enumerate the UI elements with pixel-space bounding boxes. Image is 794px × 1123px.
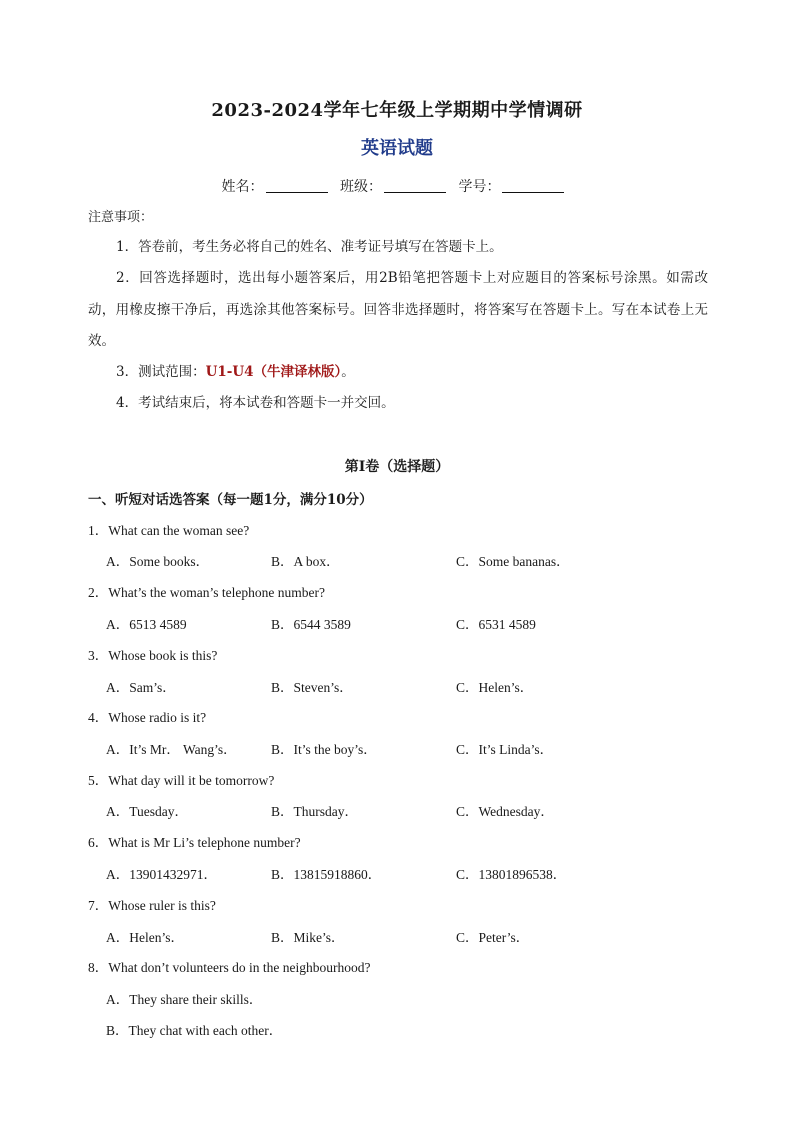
question-4-option-c: C．It’s Linda’s． (456, 742, 554, 757)
note-item-2-text: 2．回答选择题时，选出每小题答案后，用2B铅笔把答题卡上对应题目的答案标号涂黑。如需改动，用橡皮擦干净后，再选涂其他答案标号。回答非选择题时，将答案写在答题卡上。写在本试卷上无效。 (88, 270, 708, 349)
question-2: 2．What’s the woman’s telephone number? (88, 585, 325, 600)
name-label: 姓名： (221, 179, 264, 195)
question-2-option-b: B．6544 3589 (271, 617, 351, 632)
question-3: 3．Whose book is this? (88, 648, 218, 663)
note-item-1 (88, 232, 708, 264)
question-8-option-b: B．They chat with each other． (106, 1023, 283, 1038)
number-blank (502, 178, 564, 193)
student-info-line (0, 176, 794, 196)
section-title: 第Ⅰ卷（选择题） (344, 459, 450, 475)
class-label: 班级： (340, 179, 382, 195)
name-blank (266, 178, 328, 193)
question-4-option-b: B．It’s the boy’s． (271, 742, 377, 757)
question-4: 4．Whose radio is it? (88, 710, 207, 725)
question-6-option-b: B．13815918860． (271, 867, 382, 882)
question-7-option-b: B．Mike’s． (271, 930, 345, 945)
note-item-4-text: 4．考试结束后，将本试卷和答题卡一并交回。 (116, 395, 395, 411)
question-5: 5．What day will it be tomorrow? (88, 773, 275, 788)
number-label: 学号： (458, 179, 501, 195)
question-1: 1．What can the woman see? (88, 523, 250, 538)
note-item-2 (88, 263, 708, 358)
part-one-title: 一、听短对话选答案（每一题1分，满分10分） (88, 492, 373, 508)
question-6-option-a: A．13901432971． (106, 867, 217, 882)
question-5-option-c: C．Wednesday． (456, 804, 554, 819)
question-3-option-b: B．Steven’s． (271, 680, 353, 695)
test-scope: U1-U4（牛津译林版） (205, 364, 342, 380)
note-item-1-text: 1．答卷前，考生务必将自己的姓名、准考证号填写在答题卡上。 (116, 239, 503, 255)
question-3-option-a: A．Sam’s． (106, 680, 176, 695)
class-blank (384, 178, 446, 193)
question-1-option-b: B．A box． (271, 554, 340, 569)
question-1-option-a: A．Some books． (106, 554, 210, 569)
question-2-option-a: A．6513 4589 (106, 617, 187, 632)
exam-title: 2023-2024学年七年级上学期期中学情调研 (211, 100, 583, 121)
question-6-option-c: C．13801896538． (456, 867, 567, 882)
question-2-option-c: C．6531 4589 (456, 617, 536, 632)
exam-subtitle: 英语试题 (361, 138, 433, 159)
question-1-option-c: C．Some bananas． (456, 554, 570, 569)
question-3-option-c: C．Helen’s． (456, 680, 534, 695)
note-item-3-prefix: 3．测试范围： (116, 364, 206, 380)
question-6: 6．What is Mr Li’s telephone number? (88, 835, 301, 850)
question-5-option-a: A．Tuesday． (106, 804, 189, 819)
notes-heading: 注意事项： (88, 210, 154, 225)
note-item-3-suffix: 。 (341, 364, 355, 380)
question-7-option-a: A．Helen’s． (106, 930, 184, 945)
question-7-option-c: C．Peter’s． (456, 930, 530, 945)
question-4-option-a: A．It’s Mr． Wang’s． (106, 742, 237, 757)
note-item-3 (88, 357, 708, 389)
question-8-option-a: A．They share their skills． (106, 992, 263, 1007)
question-5-option-b: B．Thursday． (271, 804, 358, 819)
note-item-4 (88, 388, 708, 420)
question-7: 7．Whose ruler is this? (88, 898, 216, 913)
question-8: 8．What don’t volunteers do in the neighbourhood? (88, 960, 371, 975)
